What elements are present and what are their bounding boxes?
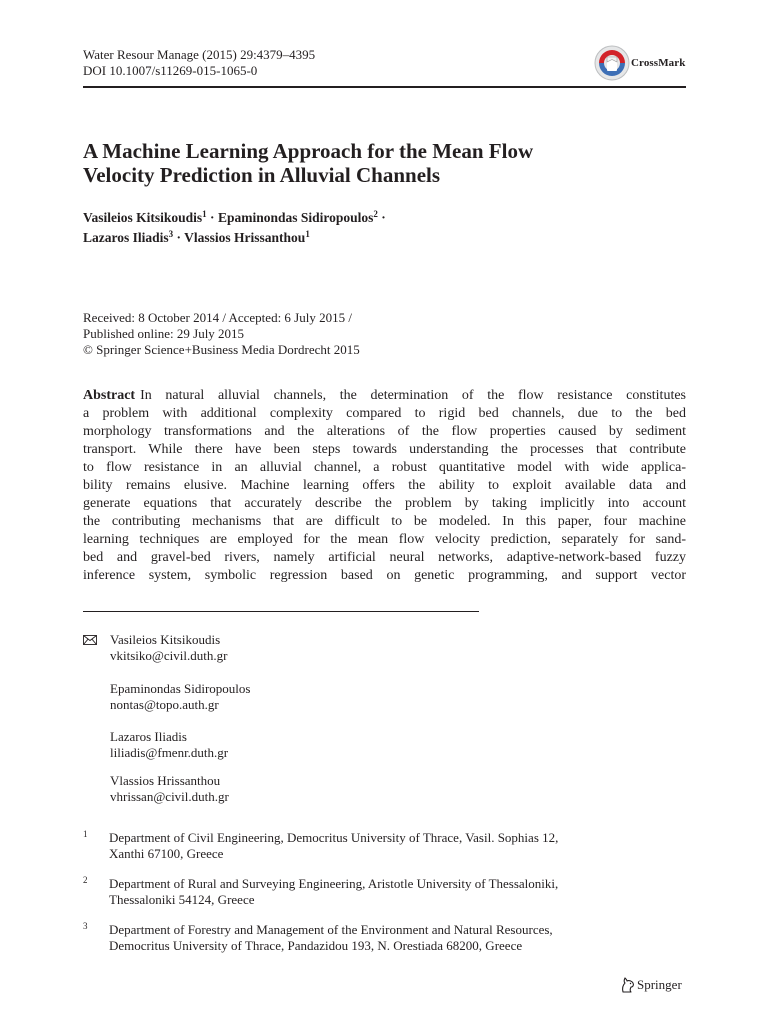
affiliation-number: 1 — [83, 829, 88, 839]
abstract-line: inference system, symbolic regression based on genetic programming, and support vector — [83, 568, 686, 583]
history-copyright: © Springer Science+Business Media Dordrecht 2015 — [83, 342, 360, 357]
abstract-line: generate equations that accurately describe the problem by taking implicitly into account — [83, 496, 686, 511]
contact-entry — [110, 729, 610, 761]
contact-email[interactable]: liliadis@fmenr.duth.gr — [110, 745, 229, 760]
title-line-1: A Machine Learning Approach for the Mean Flow — [83, 139, 534, 163]
contact-email[interactable]: vkitsiko@civil.duth.gr — [110, 648, 228, 663]
abstract-heading: Abstract — [83, 388, 136, 403]
abstract-line: the contributing mechanisms that are difficult to be modeled. In this paper, four machine — [83, 514, 686, 529]
abstract — [83, 387, 686, 585]
springer-logo — [620, 976, 700, 996]
affiliation-text: Department of Rural and Surveying Engineering, Aristotle University of Thessaloniki, Thessaloniki 54124, Greece — [109, 876, 559, 907]
contact-email[interactable]: vhrissan@civil.duth.gr — [110, 789, 229, 804]
affiliation-text: Department of Forestry and Management of the Environment and Natural Resources, Democritus University of Thrace, Pandazidou 193, N. Orestiada 68200, Greece — [109, 922, 553, 953]
contact-name: Vlassios Hrissanthou — [110, 773, 221, 788]
article-history — [83, 310, 360, 358]
author-name: Vlassios Hrissanthou — [184, 230, 306, 245]
author-name: Epaminondas Sidiropoulos — [217, 210, 374, 225]
crossmark-label: CrossMark — [631, 57, 686, 69]
author-separator: · — [173, 230, 185, 245]
abstract-line: a problem with additional complexity compared to rigid bed channels, due to the bed — [83, 406, 686, 421]
footnote-divider — [83, 611, 479, 612]
abstract-line: learning techniques are employed for the mean flow velocity prediction, separately for sand- — [83, 532, 686, 547]
crossmark-logo-icon — [594, 45, 630, 81]
author-line-2 — [83, 228, 686, 248]
envelope-icon — [83, 635, 97, 645]
author-line-1 — [83, 208, 686, 228]
author-affiliation-mark: 1 — [202, 209, 207, 219]
header-divider — [83, 86, 686, 88]
author-list — [83, 208, 686, 248]
abstract-line: to flow resistance in an alluvial channel, a robust quantitative model with wide applica- — [83, 460, 686, 475]
journal-line: Water Resour Manage (2015) 29:4379–4395 — [83, 47, 316, 62]
history-received-accepted: Received: 8 October 2014 / Accepted: 6 July 2015 / — [83, 310, 352, 325]
author-name: Lazaros Iliadis — [83, 230, 169, 245]
abstract-line: transport. While there have been steps towards understanding the processes that contribute — [83, 442, 686, 457]
springer-horse-icon — [620, 977, 635, 993]
title-line-2: Velocity Prediction in Alluvial Channels — [83, 163, 441, 187]
contact-entry — [110, 773, 610, 805]
author-affiliation-mark: 1 — [305, 229, 310, 239]
crossmark-badge[interactable] — [594, 45, 694, 81]
abstract-line: bility remains elusive. Machine learning offers the ability to exploit available data and — [83, 478, 686, 493]
contact-entry — [110, 681, 610, 713]
paper-title — [83, 139, 686, 187]
springer-label: Springer — [637, 977, 682, 992]
author-separator: · — [206, 210, 218, 225]
contact-name: Lazaros Iliadis — [110, 729, 187, 744]
author-separator: · — [377, 210, 386, 225]
author-name: Vasileios Kitsikoudis — [83, 210, 203, 225]
history-published: Published online: 29 July 2015 — [83, 326, 245, 341]
author-affiliation-mark: 2 — [373, 209, 378, 219]
contact-name: Vasileios Kitsikoudis — [110, 632, 221, 647]
affiliation-text: Department of Civil Engineering, Democritus University of Thrace, Vasil. Sophias 12, Xanthi 67100, Greece — [109, 830, 559, 861]
doi-line[interactable]: DOI 10.1007/s11269-015-1065-0 — [83, 63, 258, 78]
contact-entry — [110, 632, 610, 664]
abstract-line: Abstract In natural alluvial channels, the determination of the flow resistance constitutes — [83, 388, 686, 403]
abstract-line: bed and gravel-bed rivers, namely artificial neural networks, adaptive-network-based fuzzy — [83, 550, 686, 565]
contact-email[interactable]: nontas@topo.auth.gr — [110, 697, 219, 712]
abstract-line: morphology transformations and the alterations of the flow properties caused by sediment — [83, 424, 686, 439]
journal-citation — [83, 47, 315, 79]
affiliation-number: 2 — [83, 875, 88, 885]
contact-name: Epaminondas Sidiropoulos — [110, 681, 251, 696]
affiliation-number: 3 — [83, 921, 88, 931]
author-affiliation-mark: 3 — [168, 229, 174, 239]
